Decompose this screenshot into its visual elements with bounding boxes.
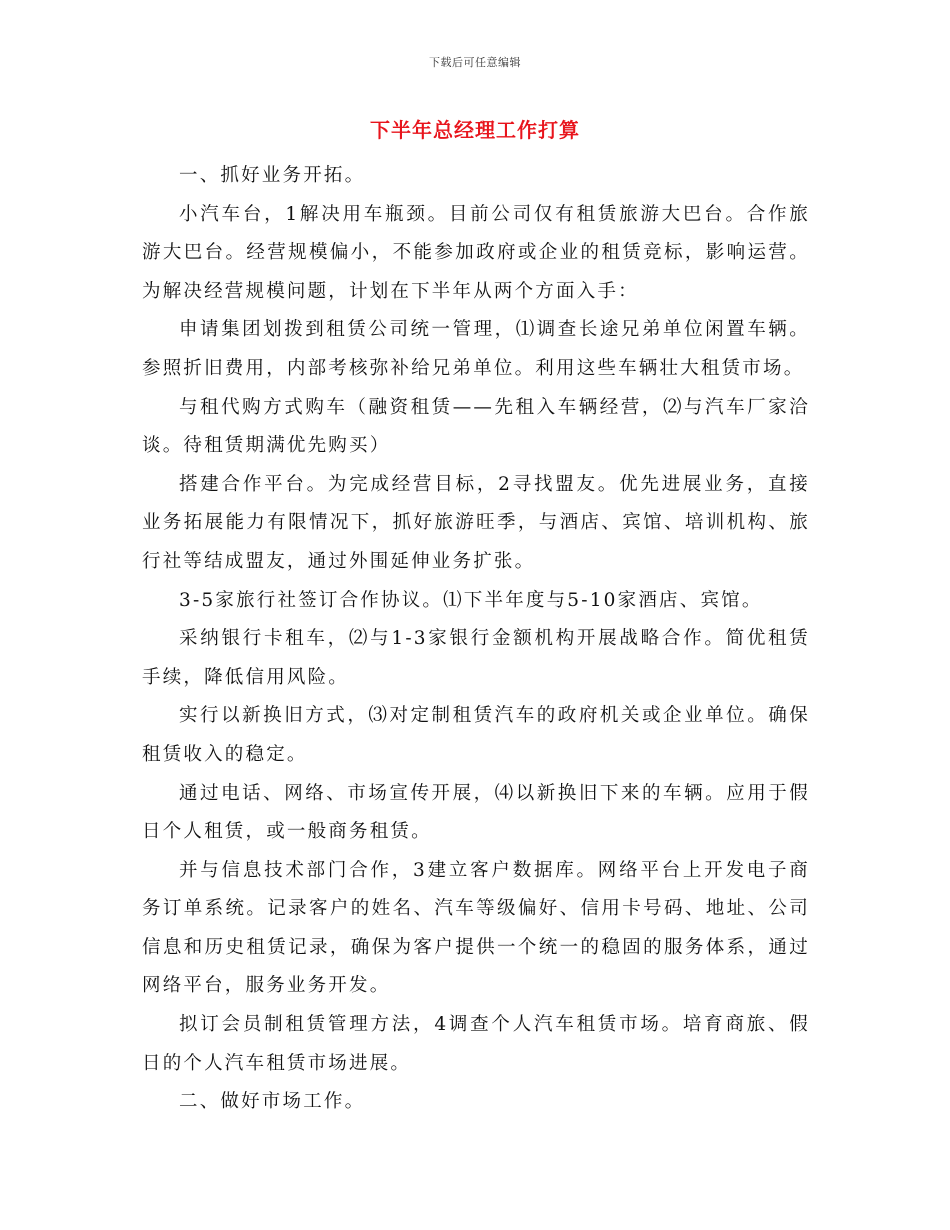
paragraph: 并与信息技术部门合作，3建立客户数据库。网络平台上开发电子商务订单系统。记录客户的姓名、汽车等级偏好、信用卡号码、地址、公司信息和历史租赁记录，确保为客户提供一个统一的稳固的服务体系，通过网络平台，服务业务开发。 — [142, 859, 810, 997]
paragraph: 拟订会员制租赁管理方法，4调查个人汽车租赁市场。培育商旅、假日的个人汽车租赁市场进展。 — [142, 1014, 810, 1074]
paragraph: 通过电话、网络、市场宣传开展，⑷以新换旧下来的车辆。应用于假日个人租赁，或一般商务租赁。 — [142, 782, 810, 843]
paragraph: 搭建合作平台。为完成经营目标，2寻找盟友。优先进展业务，直接业务拓展能力有限情况下，抓好旅游旺季，与酒店、宾馆、培训机构、旅行社等结成盟友，通过外围延伸业务扩张。 — [142, 473, 810, 572]
document-body — [142, 157, 810, 1122]
paragraph: 3-5家旅行社签订合作协议。⑴下半年度与5-10家酒店、宾馆。 — [179, 589, 763, 611]
paragraph: 一、抓好业务开拓。 — [179, 165, 366, 186]
paragraph: 申请集团划拨到租赁公司统一管理，⑴调查长途兄弟单位闲置车辆。参照折旧费用，内部考核弥补给兄弟单位。利用这些车辆壮大租赁市场。 — [142, 319, 810, 379]
paragraph: 采纳银行卡租车，⑵与1-3家银行金额机构开展战略合作。简优租赁手续，降低信用风险。 — [142, 628, 810, 688]
paragraph: 实行以新换旧方式，⑶对定制租赁汽车的政府机关或企业单位。确保租赁收入的稳定。 — [142, 705, 810, 765]
document-title: 下半年总经理工作打算 — [370, 118, 580, 142]
paragraph: 与租代购方式购车（融资租赁——先租入车辆经营，⑵与汽车厂家洽谈。待租赁期满优先购买） — [142, 396, 810, 457]
paragraph: 小汽车台，1解决用车瓶颈。目前公司仅有租赁旅游大巴台。合作旅游大巴台。经营规模偏小，不能参加政府或企业的租赁竞标，影响运营。为解决经营规模问题，计划在下半年从两个方面入手： — [142, 203, 810, 302]
header-note: 下载后可任意编辑 — [429, 56, 521, 69]
paragraph: 二、做好市场工作。 — [179, 1091, 366, 1113]
